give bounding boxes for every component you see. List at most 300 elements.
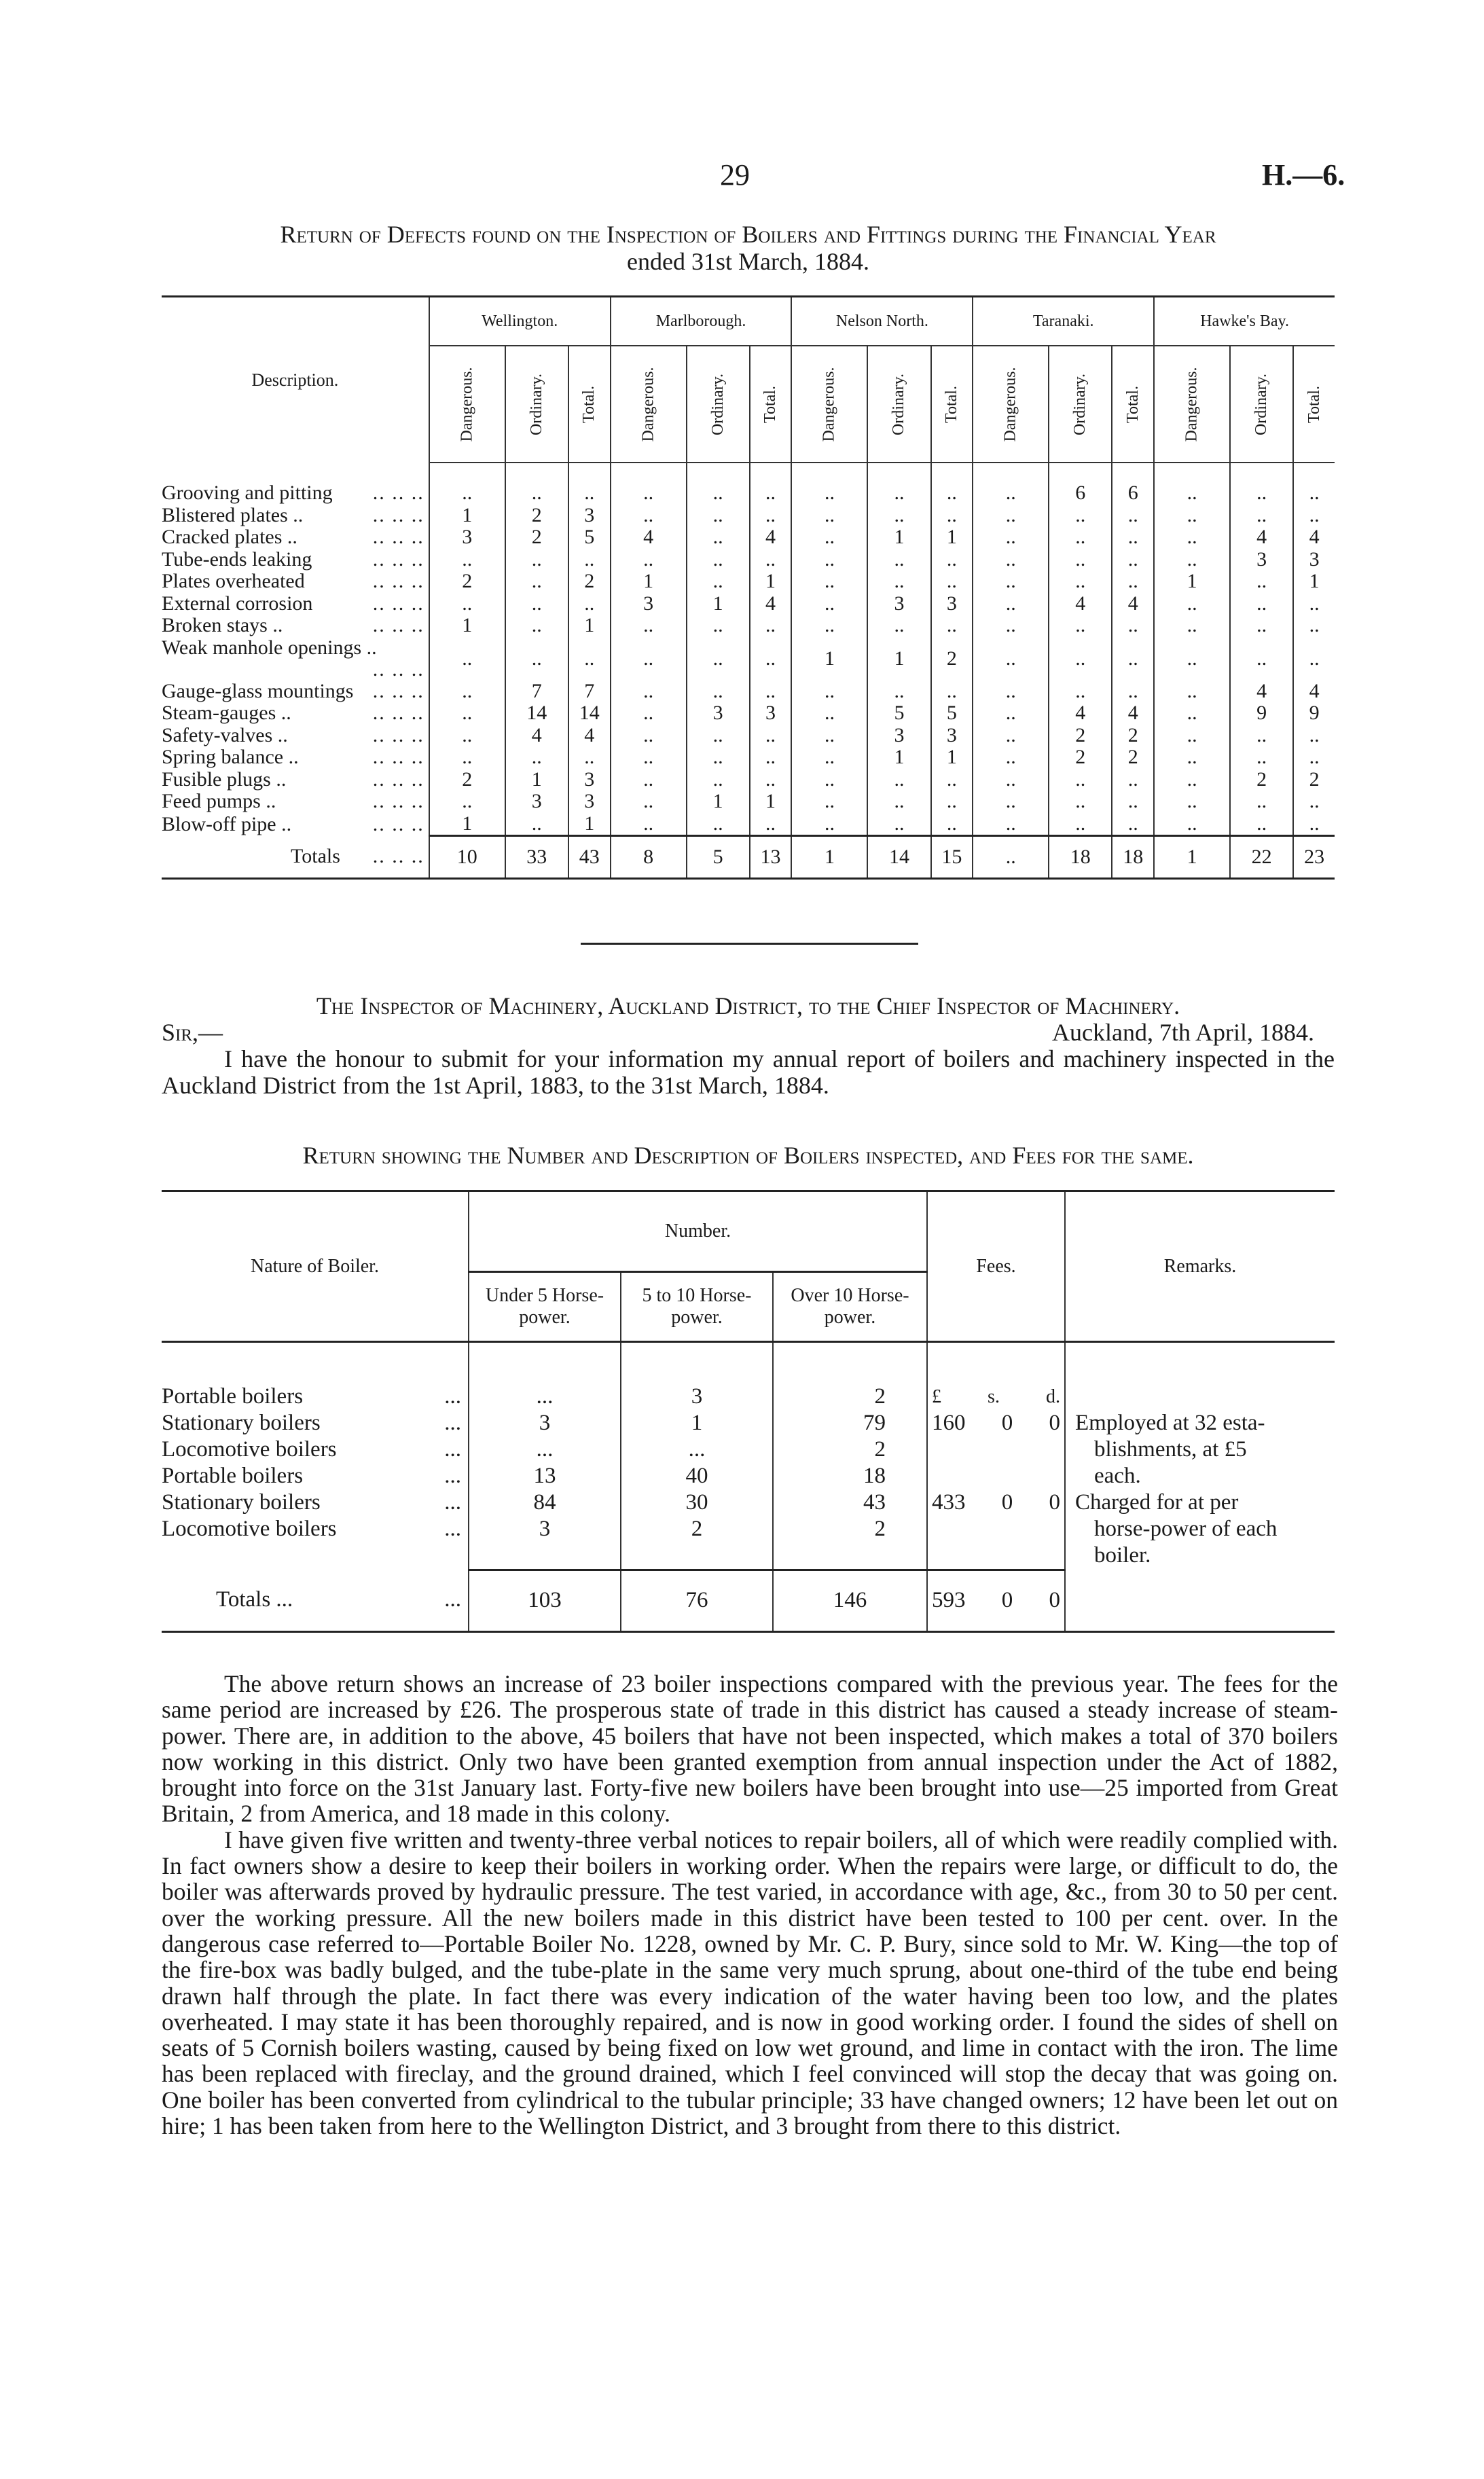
count-value: 2 [874, 1517, 886, 1541]
cell-value: 1 [750, 791, 792, 813]
cell-value: .. [973, 571, 1049, 593]
cell-value: .. [568, 593, 611, 615]
nature-entry [162, 1383, 468, 1410]
cell-value: .. [1154, 463, 1230, 505]
cell-value: .. [429, 746, 505, 769]
cell-value: .. [1112, 791, 1154, 813]
cell-value: 1 [687, 791, 750, 813]
row-description [162, 593, 429, 615]
count-value: 3 [539, 1517, 551, 1541]
cell-value: .. [973, 615, 1049, 637]
cell-value: 4 [750, 593, 792, 615]
cell-value: .. [687, 769, 750, 791]
leader-dots: .. .. .. [372, 702, 424, 725]
cell-value: 7 [505, 681, 568, 703]
nature-label: Locomotive boilers [162, 1437, 337, 1462]
cell-value: .. [611, 725, 687, 747]
cell-value: .. [867, 571, 930, 593]
cell-value: .. [931, 549, 973, 571]
cell-value: .. [1154, 769, 1230, 791]
row-label: Spring balance .. [162, 746, 299, 769]
cell-value: 2 [1112, 746, 1154, 769]
total-fees [927, 1570, 1065, 1631]
cell-value: .. [611, 702, 687, 725]
cell-value: .. [867, 549, 930, 571]
remark-line: boiler. [1094, 1543, 1151, 1568]
cell-value: .. [1230, 725, 1293, 747]
cell-value: .. [1049, 549, 1112, 571]
subheader-label: Ordinary. [708, 373, 727, 435]
header-fees: Fees. [927, 1191, 1065, 1342]
cell-value: .. [687, 463, 750, 505]
cell-value: .. [750, 813, 792, 836]
cell-value: .. [931, 505, 973, 527]
fee-unit: d. [1046, 1386, 1060, 1407]
count-value: 1 [691, 1411, 703, 1435]
table-row [162, 571, 1335, 593]
cell-value: .. [568, 746, 611, 769]
cell-value: .. [1230, 791, 1293, 813]
cell-value: 1 [931, 526, 973, 549]
cell-value: .. [1049, 769, 1112, 791]
cell-value: 1 [931, 746, 973, 769]
total-remarks-empty [1065, 1570, 1335, 1631]
cell-value: .. [973, 463, 1049, 505]
cell-value: 3 [1293, 549, 1335, 571]
cell-value: .. [750, 681, 792, 703]
row-label: Steam-gauges .. [162, 702, 291, 725]
cell-value: .. [931, 571, 973, 593]
row-label: Broken stays .. [162, 614, 283, 637]
cell-value: .. [973, 549, 1049, 571]
total-fee-amount [928, 1587, 1064, 1614]
count-column-over10 [773, 1342, 927, 1570]
header-number: Number. [469, 1191, 927, 1272]
cell-value: .. [1112, 615, 1154, 637]
cell-value: 4 [1112, 593, 1154, 615]
cell-value: .. [429, 725, 505, 747]
nature-entry [162, 1410, 468, 1436]
cell-value: .. [867, 791, 930, 813]
leader-dots: .. .. .. [372, 592, 424, 615]
cell-value: .. [867, 463, 930, 505]
nature-label: Portable boilers [162, 1464, 304, 1488]
cell-value: .. [611, 769, 687, 791]
cell-value: 2 [1293, 769, 1335, 791]
row-description [162, 725, 429, 747]
fee-amount [928, 1410, 1064, 1436]
cell-value: .. [1293, 593, 1335, 615]
cell-value: .. [611, 681, 687, 703]
subheader-label: Ordinary. [1252, 373, 1271, 435]
cell-value: .. [1049, 571, 1112, 593]
cell-value: .. [568, 549, 611, 571]
header-subcolumn [687, 346, 750, 463]
fee-shillings: 0 [1001, 1411, 1013, 1435]
paragraph: The above return shows an increase of 23 boiler inspections compared with the previous year. The fees for the same period are increased by £26. The prosperous state of trade in this district has caused a steady increase of steam-power. There are, in addition to the above, 45 boilers that have not been inspected, which makes a total of 370 boilers now working in this district. Only two have been granted exemption from annual inspection under the Act of 1882, brought into force on the 31st January last. Forty-five new boilers have been brought into use—25 imported from Great Britain, 2 from America, and 18 made in this colony. [162, 1670, 1338, 1828]
fee-shillings: 0 [1001, 1490, 1013, 1515]
table-row [162, 813, 1335, 836]
cell-value: .. [1230, 637, 1293, 681]
nature-entry [162, 1489, 468, 1516]
cell-value: .. [1154, 549, 1230, 571]
total-fee-pence: 0 [1049, 1588, 1060, 1612]
row-label: Gauge-glass mountings [162, 679, 354, 702]
cell-value: 3 [505, 791, 568, 813]
cell-value: 9 [1293, 702, 1335, 725]
cell-value: .. [1230, 463, 1293, 505]
cell-value: .. [750, 725, 792, 747]
cell-value: .. [611, 463, 687, 505]
cell-value: 4 [505, 725, 568, 747]
cell-value: .. [791, 725, 867, 747]
row-label: Blistered plates .. [162, 503, 304, 526]
cell-value: .. [505, 746, 568, 769]
cell-value: 3 [611, 593, 687, 615]
cell-value: 2 [505, 505, 568, 527]
leader-dots: .. .. .. [372, 679, 424, 702]
remark-line: Employed at 32 esta- [1075, 1411, 1265, 1435]
cell-value: .. [1293, 791, 1335, 813]
cell-value: .. [1154, 505, 1230, 527]
nature-label: Locomotive boilers [162, 1517, 337, 1541]
cell-value: .. [1154, 526, 1230, 549]
row-description [162, 505, 429, 527]
fee-units [928, 1383, 1064, 1410]
header-subcolumn [1230, 346, 1293, 463]
nature-entry [162, 1436, 468, 1463]
subheader-label: Total. [1305, 385, 1323, 423]
cell-value: .. [611, 813, 687, 836]
fee-pence: 0 [1049, 1490, 1060, 1515]
count-value: 79 [863, 1411, 886, 1435]
cell-value: .. [973, 725, 1049, 747]
cell-value: 2 [1230, 769, 1293, 791]
nature-column [162, 1342, 469, 1570]
total-value: 10 [429, 836, 505, 879]
header-remarks: Remarks. [1065, 1191, 1335, 1342]
cell-value: 4 [1293, 681, 1335, 703]
table-row [162, 702, 1335, 725]
subheader-label: Dangerous. [1001, 367, 1019, 441]
header-district: Nelson North. [791, 297, 973, 346]
leader-dots: .. .. .. [372, 790, 424, 813]
row-description [162, 571, 429, 593]
cell-value: .. [931, 681, 973, 703]
table-row [162, 615, 1335, 637]
cell-value: .. [1049, 813, 1112, 836]
cell-value: .. [505, 571, 568, 593]
salutation: Sir,— [162, 1019, 223, 1046]
header-nature: Nature of Boiler. [251, 1255, 379, 1277]
table-row [162, 637, 1335, 681]
leader-dots: .. .. .. [372, 570, 424, 593]
cell-value: .. [931, 791, 973, 813]
cell-value: 1 [791, 637, 867, 681]
table-row [162, 549, 1335, 571]
count-value: 2 [874, 1384, 886, 1409]
boilers-table-title: Return showing the Number and Description of Boilers inspected, and Fees for the same. [302, 1142, 1194, 1169]
cell-value: 2 [568, 571, 611, 593]
cell-value: .. [505, 615, 568, 637]
cell-value: .. [429, 637, 505, 681]
leader-dots: ... [444, 1517, 461, 1541]
cell-value: .. [791, 571, 867, 593]
cell-value: 3 [687, 702, 750, 725]
leader-dots: .. .. .. [372, 812, 424, 835]
count-value: 40 [685, 1464, 708, 1488]
cell-value: .. [687, 571, 750, 593]
cell-value: .. [505, 813, 568, 836]
cell-value: .. [1154, 746, 1230, 769]
letter-heading: The Inspector of Machinery, Auckland District, to the Chief Inspector of Machinery. [316, 992, 1180, 1019]
subheader-label: Dangerous. [1182, 367, 1201, 441]
leader-dots: .. .. .. [372, 746, 424, 769]
header-subcolumn [750, 346, 792, 463]
row-description [162, 526, 429, 549]
leader-dots: .. .. .. [372, 526, 424, 549]
cell-value: .. [1112, 813, 1154, 836]
subheader-label: Dangerous. [458, 367, 476, 441]
cell-value: .. [973, 813, 1049, 836]
cell-value: .. [687, 746, 750, 769]
table-row [162, 505, 1335, 527]
total-value: 1 [791, 836, 867, 879]
row-label: Safety-valves .. [162, 723, 288, 746]
leader-dots: .. .. .. [372, 547, 424, 571]
cell-value: .. [568, 637, 611, 681]
total-value: .. [973, 836, 1049, 879]
count-value: 3 [539, 1411, 551, 1435]
cell-value: .. [505, 637, 568, 681]
totals-row [162, 1570, 1335, 1631]
cell-value: .. [791, 769, 867, 791]
cell-value: .. [791, 615, 867, 637]
cell-value: .. [973, 702, 1049, 725]
cell-value: .. [931, 615, 973, 637]
cell-value: .. [867, 813, 930, 836]
total-over10: 146 [773, 1570, 927, 1631]
cell-value: .. [791, 463, 867, 505]
page-number: 29 [720, 158, 750, 192]
cell-value: .. [1154, 681, 1230, 703]
cell-value: 4 [750, 526, 792, 549]
cell-value: .. [1154, 615, 1230, 637]
row-description [162, 769, 429, 791]
header-subcolumn [429, 346, 505, 463]
cell-value: 4 [1293, 526, 1335, 549]
cell-value: 1 [568, 615, 611, 637]
total-value: 18 [1112, 836, 1154, 879]
row-description [162, 549, 429, 571]
cell-value: .. [931, 463, 973, 505]
cell-value: .. [750, 463, 792, 505]
header-district: Hawke's Bay. [1154, 297, 1335, 346]
cell-value: .. [611, 505, 687, 527]
cell-value: .. [750, 549, 792, 571]
cell-value: .. [568, 463, 611, 505]
cell-value: .. [505, 549, 568, 571]
cell-value: .. [1112, 549, 1154, 571]
cell-value: 1 [429, 505, 505, 527]
cell-value: .. [931, 813, 973, 836]
cell-value: .. [791, 549, 867, 571]
cell-value: .. [1293, 746, 1335, 769]
cell-value: 6 [1112, 463, 1154, 505]
cell-value: 5 [867, 702, 930, 725]
cell-value: .. [1154, 702, 1230, 725]
row-label: Blow-off pipe .. [162, 812, 292, 835]
count-value: 2 [874, 1437, 886, 1462]
row-label: External corrosion [162, 592, 313, 615]
remark-line: each. [1094, 1464, 1141, 1488]
cell-value: .. [1154, 813, 1230, 836]
header-5to10: 5 to 10 Horse-power. [621, 1272, 773, 1342]
count-value: ... [536, 1384, 554, 1409]
cell-value: .. [505, 463, 568, 505]
cell-value: .. [1293, 813, 1335, 836]
cell-value: 2 [429, 571, 505, 593]
cell-value: .. [750, 615, 792, 637]
boilers-table [162, 1190, 1335, 1633]
cell-value: 1 [687, 593, 750, 615]
subheader-label: Total. [761, 385, 780, 423]
cell-value: 14 [505, 702, 568, 725]
totals-label-cell [162, 836, 429, 879]
letter-header [162, 993, 1335, 1099]
cell-value: 1 [429, 615, 505, 637]
cell-value: .. [791, 791, 867, 813]
cell-value: .. [973, 593, 1049, 615]
row-description [162, 615, 429, 637]
count-value: 3 [691, 1384, 703, 1409]
cell-value: .. [1112, 637, 1154, 681]
cell-value: 6 [1049, 463, 1112, 505]
cell-value: 2 [505, 526, 568, 549]
header-subcolumn [1112, 346, 1154, 463]
count-value: 2 [691, 1517, 703, 1541]
table-row [162, 791, 1335, 813]
cell-value: .. [1049, 615, 1112, 637]
table-row [162, 1342, 1335, 1570]
cell-value: .. [1230, 615, 1293, 637]
header-subcolumn [791, 346, 867, 463]
cell-value: .. [687, 549, 750, 571]
header-subcolumn [931, 346, 973, 463]
nature-label: Stationary boilers [162, 1490, 321, 1515]
total-value: 15 [931, 836, 973, 879]
cell-value: 1 [867, 746, 930, 769]
cell-value: .. [931, 769, 973, 791]
cell-value: .. [1049, 526, 1112, 549]
leader-dots: .. .. .. [372, 481, 424, 504]
total-value: 22 [1230, 836, 1293, 879]
totals-label: Totals [291, 845, 340, 868]
cell-value: 2 [931, 637, 973, 681]
total-value: 13 [750, 836, 792, 879]
cell-value: .. [791, 813, 867, 836]
table-row [162, 526, 1335, 549]
cell-value: .. [1112, 526, 1154, 549]
leader-dots: ... [444, 1437, 461, 1462]
cell-value: .. [791, 593, 867, 615]
cell-value: .. [687, 637, 750, 681]
count-value: 30 [685, 1490, 708, 1515]
cell-value: 3 [1230, 549, 1293, 571]
section-divider [581, 943, 918, 945]
header-subcolumn [1154, 346, 1230, 463]
cell-value: 3 [867, 725, 930, 747]
cell-value: .. [1112, 505, 1154, 527]
cell-value: .. [750, 637, 792, 681]
count-value: ... [688, 1437, 706, 1462]
leader-dots: ... [444, 1587, 461, 1612]
count-value: 84 [533, 1490, 556, 1515]
cell-value: 1 [505, 769, 568, 791]
fee-pounds: 433 [932, 1490, 966, 1515]
subheader-label: Total. [942, 385, 960, 423]
nature-entry [162, 1463, 468, 1489]
cell-value: .. [429, 463, 505, 505]
row-label: Feed pumps .. [162, 790, 276, 813]
cell-value: .. [687, 615, 750, 637]
cell-value: 4 [1230, 681, 1293, 703]
cell-value: .. [1230, 813, 1293, 836]
count-column-five_to_ten [621, 1342, 773, 1570]
cell-value: 1 [429, 813, 505, 836]
cell-value: 4 [1049, 702, 1112, 725]
document-reference: H.—6. [1262, 158, 1345, 192]
cell-value: .. [1230, 571, 1293, 593]
letter-intro: I have the honour to submit for your information my annual report of boilers and machinery inspected in the Auckland District from the 1st April, 1883, to the 31st March, 1884. [162, 1045, 1335, 1099]
cell-value: .. [867, 615, 930, 637]
header-subcolumn [1049, 346, 1112, 463]
fee-amount [928, 1489, 1064, 1516]
row-description [162, 702, 429, 725]
cell-value: 5 [931, 702, 973, 725]
paragraph: I have given five written and twenty-three verbal notices to repair boilers, all of which were readily complied with. In fact owners show a desire to keep their boilers in working order. When the repairs were large, or difficult to do, the boiler was afterwards proved by hydraulic pressure. The test varied, in accordance with age, &c., from 30 to 50 per cent. over the working pressure. All the new boilers made in this district have been tested to 100 per cent. over. In the dangerous case referred to—Portable Boiler No. 1228, owned by Mr. C. P. Bury, since sold to Mr. W. King—the top of the fire-box was badly bulged, and the tube-plate in the same very much sprung, about one-third of the tube end being drawn half through the plate. In fact there was every indication of the water having been too low, and the plates overheated. I may state it has been thoroughly repaired, and is now in good working order. I found the sides of shell on seats of 5 Cornish boilers wasting, caused by being fixed on low wet ground, and lime in contact with the iron. The lime has been replaced with fireclay, and the ground drained, which I feel convinced will stop the decay that was going on. One boiler has been converted from cylindrical to the tubular principle; 33 have changed owners; 12 have been let out on hire; 1 has been taken from here to the Wellington District, and 3 brought from there to this district. [162, 1826, 1338, 2140]
table-row [162, 593, 1335, 615]
cell-value: .. [1230, 593, 1293, 615]
cell-value: .. [1154, 791, 1230, 813]
cell-value: 7 [568, 681, 611, 703]
cell-value: .. [687, 813, 750, 836]
cell-value: 3 [750, 702, 792, 725]
row-description [162, 791, 429, 813]
row-description [162, 637, 429, 681]
cell-value: 3 [568, 505, 611, 527]
defects-table [162, 295, 1335, 880]
cell-value: 4 [568, 725, 611, 747]
cell-value: .. [611, 549, 687, 571]
nature-label: Portable boilers [162, 1384, 304, 1409]
cell-value: .. [1049, 505, 1112, 527]
row-label: Weak manhole openings .. [162, 636, 377, 659]
header-district: Marlborough. [611, 297, 792, 346]
count-value: 18 [863, 1464, 886, 1488]
cell-value: 2 [1112, 725, 1154, 747]
cell-value: .. [1230, 746, 1293, 769]
row-label: Grooving and pitting [162, 481, 333, 504]
cell-value: 3 [867, 593, 930, 615]
cell-value: .. [429, 702, 505, 725]
cell-value: 2 [1049, 725, 1112, 747]
cell-value: .. [867, 505, 930, 527]
cell-value: .. [687, 505, 750, 527]
cell-value: .. [791, 702, 867, 725]
subheader-label: Total. [580, 385, 598, 423]
total-value: 1 [1154, 836, 1230, 879]
